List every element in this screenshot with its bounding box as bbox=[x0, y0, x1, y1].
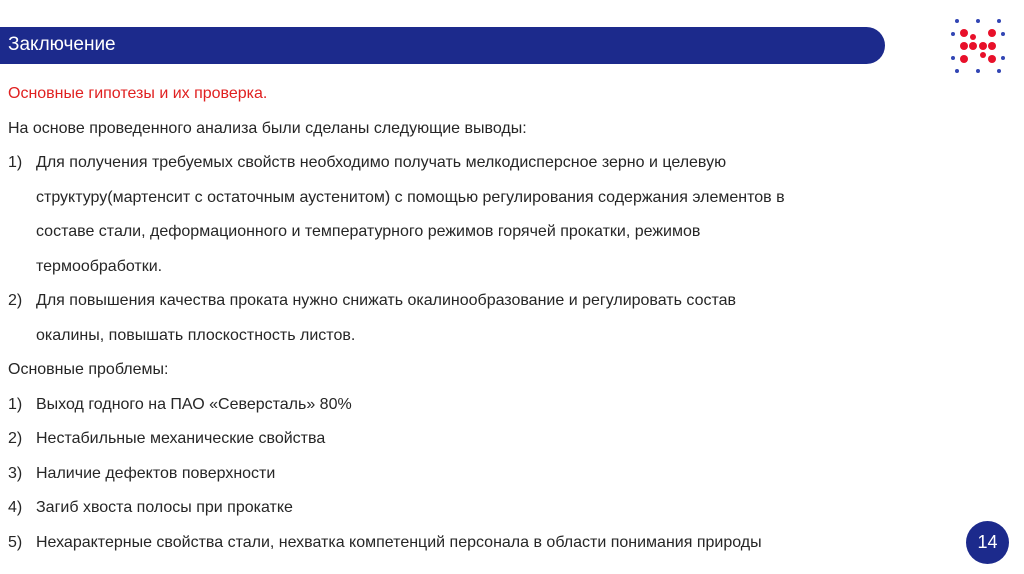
problem-item bbox=[8, 463, 908, 498]
list-text: Нестабильные механические свойства bbox=[36, 430, 326, 447]
slide-content bbox=[8, 83, 908, 566]
list-number: 4) bbox=[8, 499, 23, 516]
page-number-badge: 14 bbox=[966, 521, 1009, 564]
list-text: Наличие дефектов поверхности bbox=[36, 464, 276, 482]
list-text-continuation: составе стали, деформационного и температурного режимов горячей прокатки, режимов bbox=[36, 223, 701, 240]
list-text: Выход годного на ПАО «Северсталь» 80% bbox=[36, 395, 352, 413]
list-text: Для повышения качества проката нужно снижать окалинообразование и регулировать состав bbox=[36, 292, 737, 309]
list-text: Загиб хвоста полосы при прокатке bbox=[36, 499, 293, 516]
problem-item bbox=[8, 428, 908, 463]
list-text: Нехарактерные свойства стали, нехватка компетенций персонала в области понимания природы bbox=[36, 533, 762, 551]
list-number: 1) bbox=[8, 154, 23, 171]
slide-title: Заключение bbox=[8, 34, 116, 55]
title-bar bbox=[0, 27, 885, 64]
list-text-continuation: термообработки. bbox=[36, 257, 163, 275]
conclusion-item bbox=[8, 152, 908, 187]
list-text-continuation: окалины, повышать плоскостность листов. bbox=[36, 326, 356, 344]
problems-heading: Основные проблемы: bbox=[8, 361, 169, 378]
conclusion-item bbox=[8, 290, 908, 325]
list-number: 3) bbox=[8, 464, 23, 482]
intro-text: На основе проведенного анализа были сделаны следующие выводы: bbox=[8, 119, 527, 137]
list-number: 2) bbox=[8, 292, 23, 309]
problem-item bbox=[8, 394, 908, 429]
list-number: 5) bbox=[8, 533, 23, 551]
problem-item bbox=[8, 532, 908, 567]
list-text-continuation: структуру(мартенсит с остаточным аустенитом) с помощью регулирования содержания элементов в bbox=[36, 188, 785, 206]
list-text: Для получения требуемых свойств необходимо получать мелкодисперсное зерно и целевую bbox=[36, 154, 727, 171]
problem-item bbox=[8, 497, 908, 532]
section-subtitle: Основные гипотезы и их проверка. bbox=[8, 85, 268, 102]
list-number: 1) bbox=[8, 395, 23, 413]
company-logo bbox=[948, 16, 1008, 76]
list-number: 2) bbox=[8, 430, 23, 447]
